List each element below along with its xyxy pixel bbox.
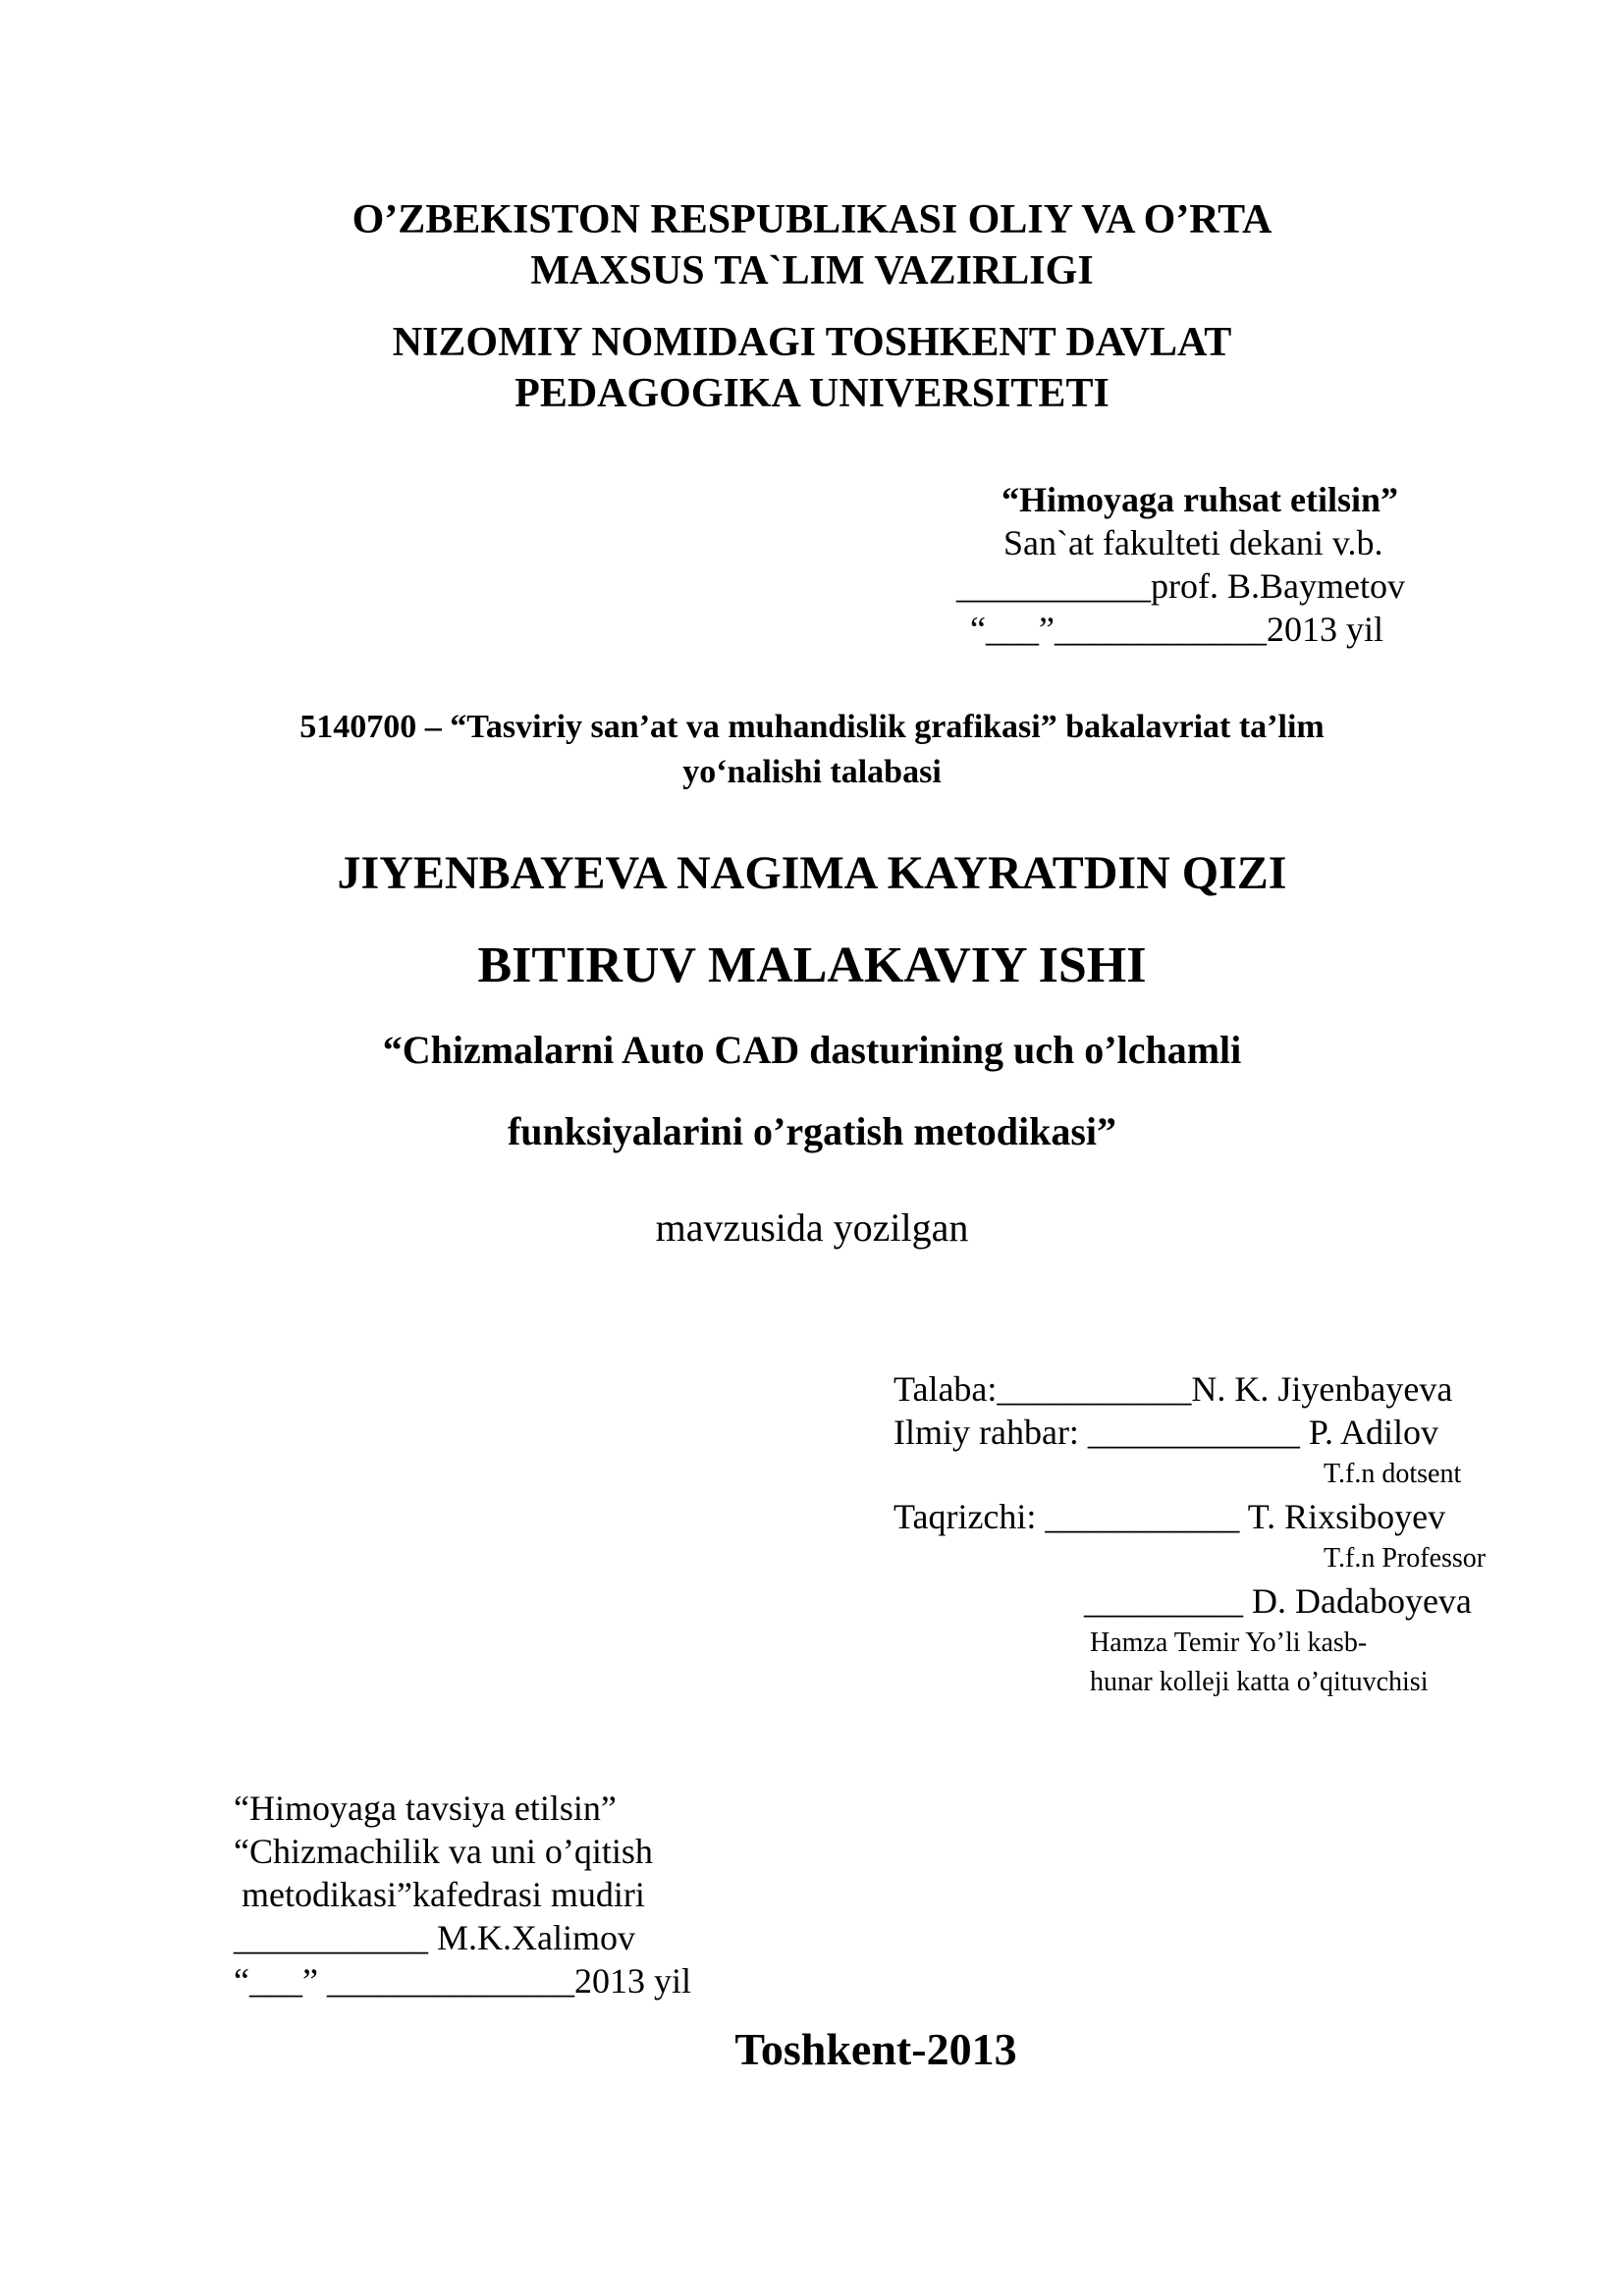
specialty-line-2: yo‘nalishi talabasi: [682, 754, 942, 790]
reviewer-signature: Taqrizchi: ___________ T. Rixsiboyev: [893, 1497, 1446, 1536]
recommendation-date: “___” ______________2013 yil: [234, 1961, 691, 2001]
supervisor-title: T.f.n dotsent: [1324, 1459, 1462, 1489]
defense-approval-block: [943, 478, 1492, 651]
reviewer2-title-line-1: Hamza Temir Yo’li kasb-: [1090, 1628, 1368, 1658]
university-header: [0, 317, 1624, 419]
supervisor-signature: Ilmiy rahbar: ____________ P. Adilov: [893, 1413, 1438, 1452]
recommendation-department-line-2: metodikasi”kafedrasi mudiri: [242, 1875, 645, 1914]
student-name: JIYENBAYEVA NAGIMA KAYRATDIN QIZI: [337, 847, 1287, 899]
reviewer2-title-line-2: hunar kolleji katta o’qituvchisi: [1090, 1667, 1429, 1697]
reviewer2-signature: _________ D. Dadaboyeva: [1084, 1581, 1472, 1621]
work-type-title: BITIRUV MALAKAVIY ISHI: [477, 937, 1147, 993]
approval-signature: ___________prof. B.Baymetov: [956, 566, 1405, 606]
specialty-line-1: 5140700 – “Tasviriy san’at va muhandislik grafikasi” bakalavriat ta’lim: [299, 709, 1325, 745]
recommendation-signature: ___________ M.K.Xalimov: [234, 1918, 635, 1957]
approval-position: San`at fakulteti dekani v.b.: [1003, 523, 1383, 562]
university-line-2: PEDAGOGIKA UNIVERSITETI: [514, 371, 1110, 416]
recommendation-title: “Himoyaga tavsiya etilsin”: [234, 1789, 617, 1828]
approval-title: “Himoyaga ruhsat etilsin”: [1001, 480, 1399, 519]
ministry-line-2: MAXSUS TA`LIM VAZIRLIGI: [530, 248, 1094, 294]
topic-line-1: “Chizmalarni Auto CAD dasturining uch o’lchamli: [382, 1028, 1242, 1072]
recommendation-department-line-1: “Chizmachilik va uni o’qitish: [234, 1832, 653, 1871]
specialty-block: [0, 705, 1624, 795]
topic-line-2: funksiyalarini o’rgatish metodikasi”: [507, 1109, 1117, 1153]
student-signature: Talaba:___________N. K. Jiyenbayeva: [893, 1369, 1453, 1409]
reviewer-title: T.f.n Professor: [1324, 1543, 1487, 1574]
city-year: Toshkent-2013: [734, 2024, 1017, 2074]
topic-suffix: mavzusida yozilgan: [655, 1205, 969, 1250]
defense-recommendation-block: [234, 1787, 823, 2002]
approval-date: “___”____________2013 yil: [970, 610, 1383, 649]
ministry-header: [0, 194, 1624, 296]
university-line-1: NIZOMIY NOMIDAGI TOSHKENT DAVLAT: [392, 320, 1232, 365]
ministry-line-1: O’ZBEKISTON RESPUBLIKASI OLIY VA O’RTA: [352, 197, 1272, 242]
